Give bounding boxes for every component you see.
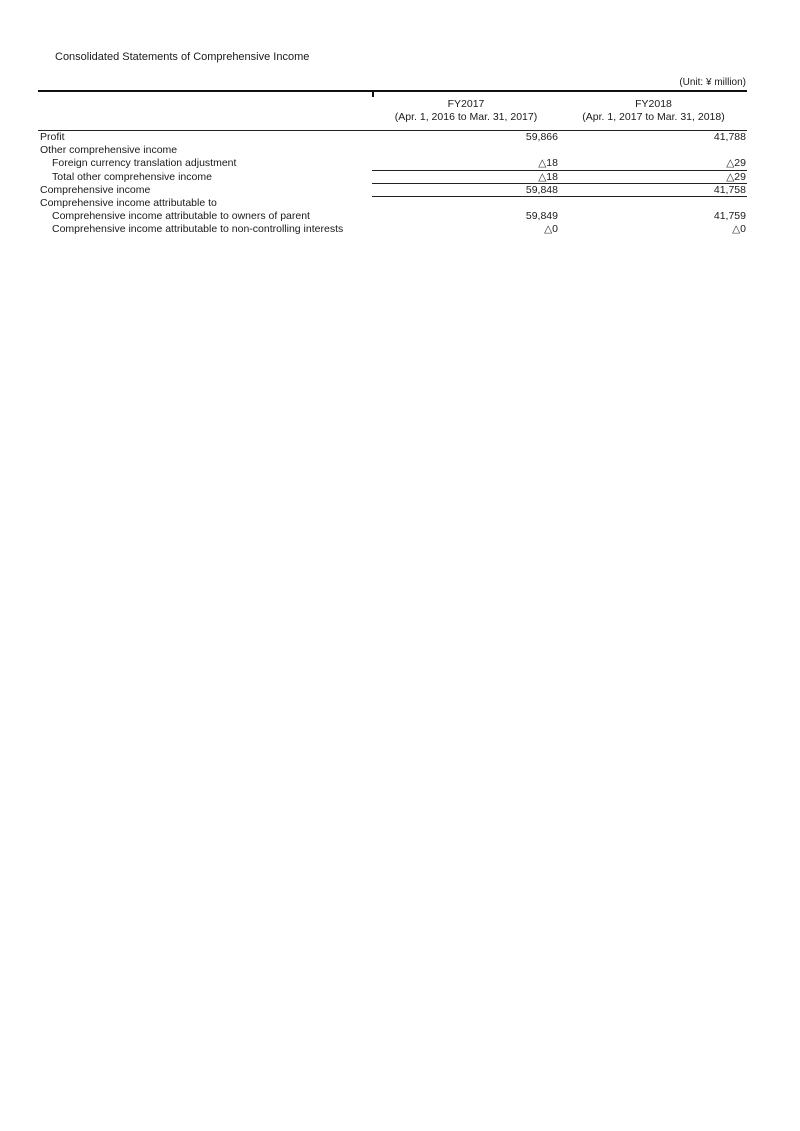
fy2017-value <box>372 144 560 157</box>
column-header-fy2017 <box>372 98 560 130</box>
fy2017-title: FY2017 <box>447 98 485 110</box>
header-spacer <box>38 98 372 130</box>
fy2018-period: (Apr. 1, 2017 to Mar. 31, 2018) <box>582 111 725 123</box>
row-label: Foreign currency translation adjustment <box>52 157 237 170</box>
table-row-comprehensive-income <box>38 184 747 197</box>
fy2017-value: △18 <box>538 157 558 170</box>
fy2017-value: △0 <box>544 223 558 236</box>
row-label: Total other comprehensive income <box>52 170 212 183</box>
fy2018-value <box>560 144 747 157</box>
table-row-non-controlling-interests <box>38 223 747 236</box>
row-label: Comprehensive income attributable to <box>40 196 217 209</box>
fy2018-value <box>560 197 747 210</box>
fy2018-title: FY2018 <box>635 98 672 110</box>
row-values <box>372 131 747 144</box>
row-label: Comprehensive income attributable to owners of parent <box>52 210 310 223</box>
fy2017-value: 59,848 <box>525 183 558 196</box>
row-values <box>372 184 747 197</box>
fy2017-value: 59,849 <box>525 210 558 223</box>
comprehensive-income-table <box>38 76 747 237</box>
fy2017-period: (Apr. 1, 2016 to Mar. 31, 2017) <box>394 111 538 123</box>
table-row-foreign-currency-adjustment <box>38 157 747 170</box>
row-label: Other comprehensive income <box>40 144 178 157</box>
fy2017-value: △18 <box>538 170 558 183</box>
row-values <box>372 157 747 170</box>
table-row-other-comprehensive-income <box>38 144 747 157</box>
table-row-attributable-to <box>38 197 747 210</box>
row-values <box>372 197 747 210</box>
document-title: Consolidated Statements of Comprehensive Income <box>55 51 310 63</box>
column-divider-tick <box>372 92 374 97</box>
row-values <box>372 223 747 236</box>
table-header <box>38 92 747 131</box>
row-values <box>372 144 747 157</box>
row-label: Comprehensive income attributable to non-controlling interests <box>52 223 344 236</box>
fy2017-value: 59,866 <box>525 131 558 143</box>
row-label: Profit <box>40 131 65 143</box>
table-row-owners-of-parent <box>38 210 747 223</box>
fy2018-value: 41,759 <box>713 210 746 223</box>
fy2017-value <box>372 197 560 210</box>
row-values <box>372 171 747 184</box>
table-row-total-other-comprehensive-income <box>38 171 747 184</box>
unit-label: (Unit: ¥ million) <box>679 77 746 88</box>
row-label: Comprehensive income <box>40 183 151 196</box>
fy2018-value: 41,758 <box>713 183 746 196</box>
fy2018-value: △0 <box>732 223 746 236</box>
fy2018-value: 41,788 <box>713 131 746 143</box>
fy2018-value: △29 <box>726 157 746 170</box>
column-header-fy2018 <box>560 98 747 130</box>
table-row-profit <box>38 131 747 144</box>
row-values <box>372 210 747 223</box>
fy2018-value: △29 <box>726 170 746 183</box>
